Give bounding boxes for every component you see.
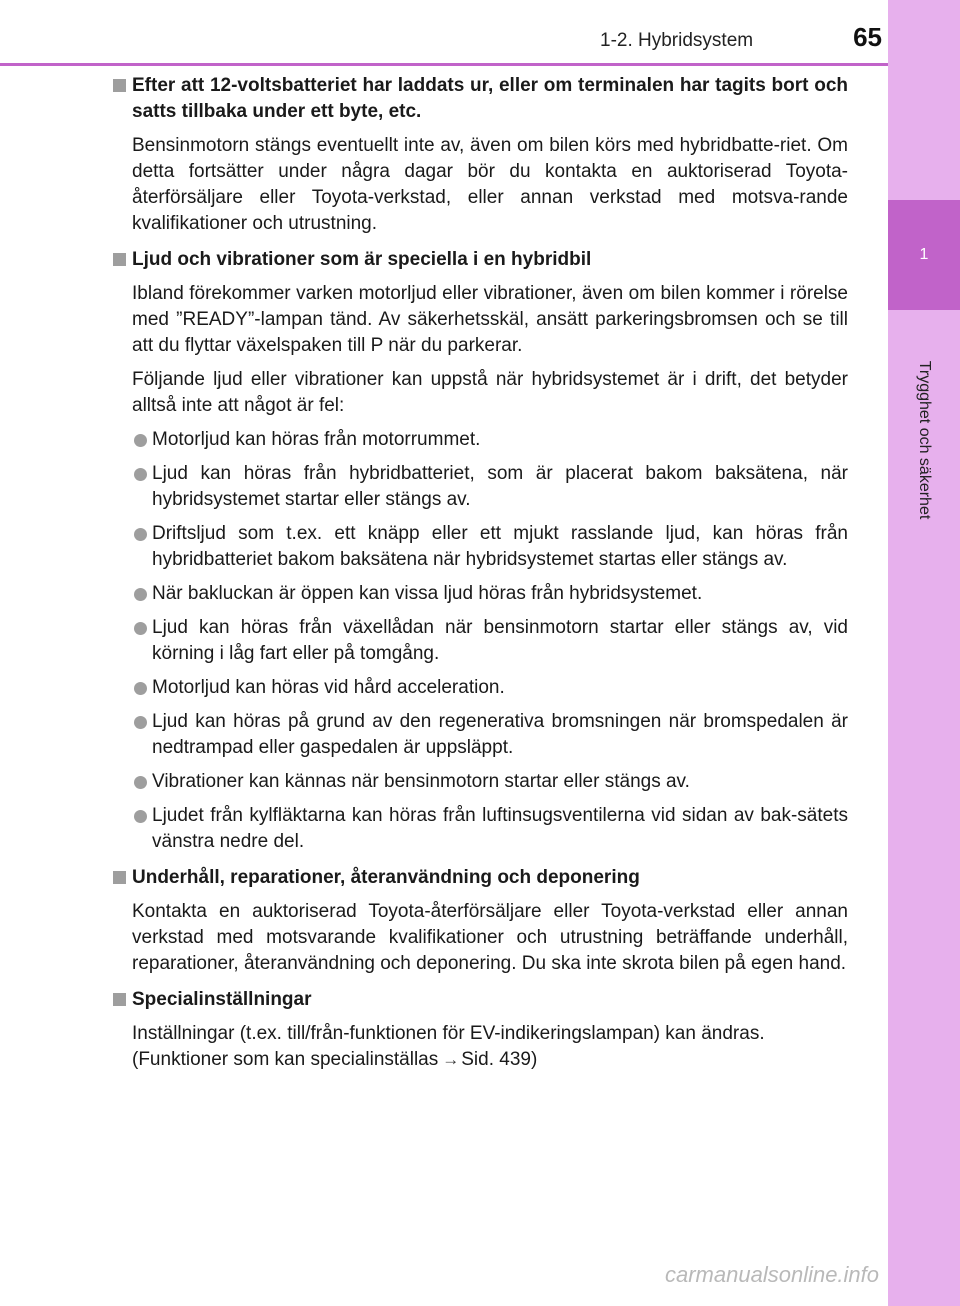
square-bullet-icon	[113, 253, 126, 266]
right-arrow-icon: →	[442, 1050, 460, 1069]
section-heading	[110, 865, 848, 891]
list-item-text: Ljud kan höras från växellådan när bensinmotorn startar eller stängs av, vid körning i låg fart eller på tomgång.	[152, 617, 848, 664]
section-title: 1-2. Hybridsystem	[600, 30, 754, 51]
circle-bullet-icon	[134, 588, 147, 601]
heading-text: Specialinställningar	[132, 989, 312, 1010]
section-custom-settings	[110, 987, 848, 1073]
list-item-text: Ljudet från kylfläktarna kan höras från luftinsugsventilerna vid sidan av bak-sätets vänstra nedre del.	[152, 805, 848, 852]
chapter-number-tab[interactable]	[888, 200, 960, 310]
reference-target: Sid. 439)	[461, 1049, 538, 1070]
list-item	[110, 461, 848, 513]
list-item	[110, 521, 848, 573]
chapter-sidebar	[888, 0, 960, 1306]
page-content	[110, 73, 848, 1083]
list-item-text: Driftsljud som t.ex. ett knäpp eller ett mjukt rasslande ljud, kan höras från hybridbatteriet bakom baksätena när hybridsystemet startas eller stängs av.	[152, 523, 848, 570]
paragraph: Bensinmotorn stängs eventuellt inte av, även om bilen körs med hybridbatte-riet. Om detta fortsätter under några dagar bör du kontakta en auktoriserad Toyota-återförsäljare eller Toyota-verkstad, eller annan verkstad med motsva-rande kvalifikationer och utrustning.	[132, 135, 848, 234]
paragraph: Följande ljud eller vibrationer kan uppstå när hybridsystemet är i drift, det betyder alltså inte att något är fel:	[132, 369, 848, 416]
list-item	[110, 427, 848, 453]
section-heading	[110, 73, 848, 125]
list-item	[110, 581, 848, 607]
chapter-title: Trygghet och säkerhet	[916, 360, 933, 520]
header-divider	[0, 63, 888, 66]
list-item-text: Ljud kan höras från hybridbatteriet, som är placerat bakom baksätena, när hybridsystemet startar eller stängs av.	[152, 463, 848, 510]
square-bullet-icon	[113, 79, 126, 92]
paragraph: Inställningar (t.ex. till/från-funktionen för EV-indikeringslampan) kan ändras.	[132, 1023, 765, 1044]
circle-bullet-icon	[134, 468, 147, 481]
list-item-text: Motorljud kan höras från motorrummet.	[152, 429, 481, 450]
list-item-text: Motorljud kan höras vid hård acceleration.	[152, 677, 505, 698]
section-maintenance	[110, 865, 848, 977]
list-item-text: Ljud kan höras på grund av den regenerativa bromsningen när bromspedalen är nedtrampad eller gaspedalen är uppsläppt.	[152, 711, 848, 758]
watermark: carmanualsonline.info	[665, 1262, 880, 1287]
circle-bullet-icon	[134, 528, 147, 541]
list-item-text: Vibrationer kan kännas när bensinmotorn startar eller stängs av.	[152, 771, 690, 792]
square-bullet-icon	[113, 993, 126, 1006]
section-heading	[110, 247, 848, 273]
section-hybrid-sounds	[110, 247, 848, 855]
list-item	[110, 615, 848, 667]
heading-text: Efter att 12-voltsbatteriet har laddats ur, eller om terminalen har tagits bort och satts tillbaka under ett byte, etc.	[132, 75, 848, 122]
circle-bullet-icon	[134, 434, 147, 447]
reference-prefix: (Funktioner som kan specialinställas	[132, 1049, 439, 1070]
list-item	[110, 803, 848, 855]
circle-bullet-icon	[134, 682, 147, 695]
circle-bullet-icon	[134, 716, 147, 729]
heading-text: Ljud och vibrationer som är speciella i en hybridbil	[132, 249, 592, 270]
page-reference[interactable]	[110, 1047, 848, 1073]
list-item	[110, 769, 848, 795]
circle-bullet-icon	[134, 810, 147, 823]
chapter-number: 1	[919, 246, 929, 263]
list-item	[110, 709, 848, 761]
section-battery-reconnect	[110, 73, 848, 237]
square-bullet-icon	[113, 871, 126, 884]
circle-bullet-icon	[134, 622, 147, 635]
list-item-text: När bakluckan är öppen kan vissa ljud höras från hybridsystemet.	[152, 583, 703, 604]
section-heading	[110, 987, 848, 1013]
paragraph: Ibland förekommer varken motorljud eller vibrationer, även om bilen kommer i rörelse med ”READY”-lampan tänd. Av säkerhetsskäl, ansätt parkeringsbromsen och se till att du flyttar växelspaken till P när du parkerar.	[132, 283, 848, 356]
heading-text: Underhåll, reparationer, återanvändning och deponering	[132, 867, 640, 888]
circle-bullet-icon	[134, 776, 147, 789]
page-number: 65	[853, 22, 882, 52]
list-item	[110, 675, 848, 701]
paragraph: Kontakta en auktoriserad Toyota-återförsäljare eller Toyota-verkstad eller annan verkstad med motsvarande kvalifikationer och utrustning beträffande underhåll, reparationer, återanvändning och deponering. Du ska inte skrota bilen på egen hand.	[132, 901, 848, 974]
